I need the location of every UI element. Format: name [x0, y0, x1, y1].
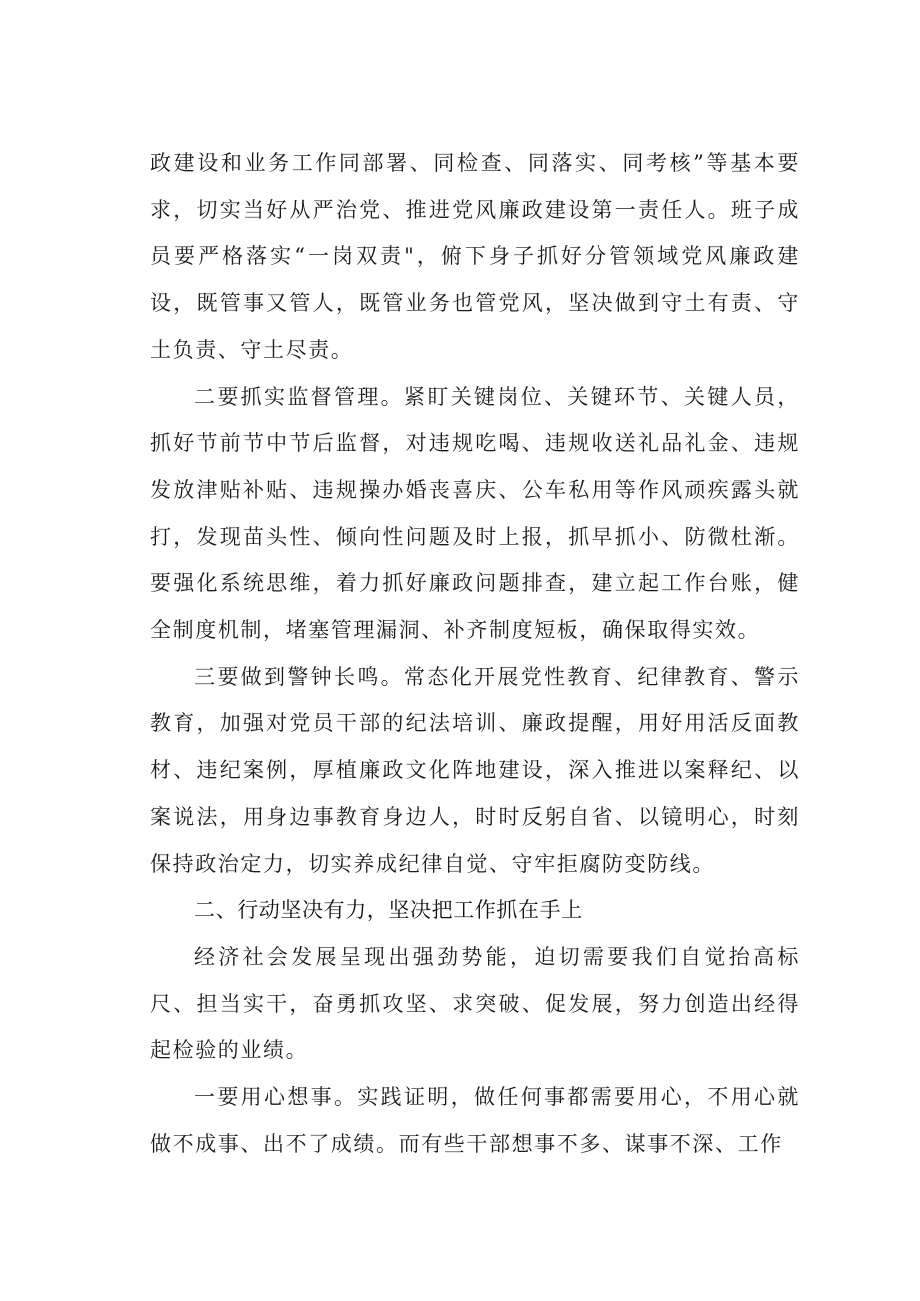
paragraph-supervision: 二要抓实监督管理。紧盯关键岗位、关键环节、关键人员，抓好节前节中节后监督，对违规吃喝、违规收送礼品礼金、违规发放津贴补贴、违规操办婚丧喜庆、公车私用等作风顽疾露头就打，发现苗头性、倾向性问题及时上报，抓早抓小、防微杜渐。要强化系统思维，着力抓好廉政问题排查，建立起工作台账，健全制度机制，堵塞管理漏洞、补齐制度短板，确保取得实效。	[150, 384, 800, 643]
paragraph-development: 经济社会发展呈现出强劲势能，迫切需要我们自觉抬高标尺、担当实干，奋勇抓攻坚、求突破、促发展，努力创造出经得起检验的业绩。	[150, 944, 800, 1063]
document-body	[150, 140, 800, 1167]
section-heading: 二、行动坚决有力，坚决把工作抓在手上	[194, 898, 583, 923]
paragraph-thinking: 一要用心想事。实践证明，做任何事都需要用心，不用心就做不成事、出不了成绩。而有些干部想事不多、谋事不深、工作	[150, 1085, 800, 1156]
paragraph-warning: 三要做到警钟长鸣。常态化开展党性教育、纪律教育、警示教育，加强对党员干部的纪法培训、廉政提醒，用好用活反面教材、违纪案例，厚植廉政文化阵地建设，深入推进以案释纪、以案说法，用身边事教育身边人，时时反躬自省、以镜明心，时刻保持政治定力，切实养成纪律自觉、守牢拒腐防变防线。	[150, 664, 800, 876]
paragraph-continued: 政建设和业务工作同部署、同检查、同落实、同考核”等基本要求，切实当好从严治党、推进党风廉政建设第一责任人。班子成员要严格落实“一岗双责"，俯下身子抓好分管领域党风廉政建设，既管事又管人，既管业务也管党风，坚决做到守土有责、守土负责、守土尽责。	[150, 151, 800, 362]
